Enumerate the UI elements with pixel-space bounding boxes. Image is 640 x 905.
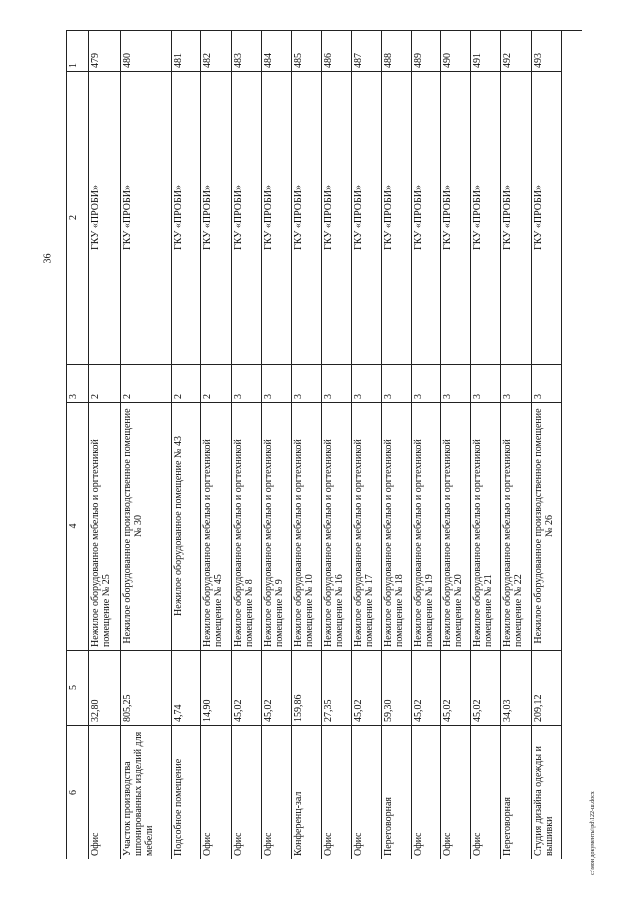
table-row xyxy=(412,31,441,859)
organization-cell: ГКУ «ПРОБИ» xyxy=(323,185,334,250)
class-cell: 3 xyxy=(353,394,364,399)
purpose-cell: Офис xyxy=(442,832,453,856)
organization-cell: ГКУ «ПРОБИ» xyxy=(90,185,101,250)
class-cell: 3 xyxy=(502,394,513,399)
header-col-1: 1 xyxy=(68,63,79,68)
table-row xyxy=(121,31,172,859)
description-cell: Нежилое оборудованное мебелью и оргтехникой помещение № 18 xyxy=(383,439,405,647)
table-row xyxy=(89,31,121,859)
row-number: 492 xyxy=(502,53,513,68)
purpose-cell: Офис xyxy=(90,832,101,856)
area-cell: 59,30 xyxy=(383,699,394,722)
organization-cell: ГКУ «ПРОБИ» xyxy=(353,185,364,250)
organization-cell: ГКУ «ПРОБИ» xyxy=(122,185,133,250)
table-row xyxy=(262,31,292,859)
table-row xyxy=(501,31,532,859)
class-cell: 3 xyxy=(442,394,453,399)
table-row xyxy=(352,31,382,859)
class-cell: 3 xyxy=(323,394,334,399)
description-cell: Нежилое оборудованное производственное помещение № 26 xyxy=(533,408,555,644)
area-cell: 32,80 xyxy=(90,699,101,722)
class-cell: 3 xyxy=(233,394,244,399)
area-cell: 45,02 xyxy=(472,699,483,722)
organization-cell: ГКУ «ПРОБИ» xyxy=(502,185,513,250)
purpose-cell: Офис xyxy=(353,832,364,856)
row-number: 487 xyxy=(353,53,364,68)
organization-cell: ГКУ «ПРОБИ» xyxy=(383,185,394,250)
description-cell: Нежилое оборудованное мебелью и оргтехникой помещение № 8 xyxy=(233,439,255,647)
area-cell: 45,02 xyxy=(413,699,424,722)
class-cell: 3 xyxy=(293,394,304,399)
purpose-cell: Офис xyxy=(202,832,213,856)
organization-cell: ГКУ «ПРОБИ» xyxy=(442,185,453,250)
page-number: 36 xyxy=(42,253,54,264)
row-number: 488 xyxy=(383,53,394,68)
organization-cell: ГКУ «ПРОБИ» xyxy=(263,185,274,250)
purpose-cell: Офис xyxy=(413,832,424,856)
area-cell: 209,12 xyxy=(533,694,544,722)
header-col-5: 5 xyxy=(68,685,79,690)
description-cell: Нежилое оборудованное мебелью и оргтехникой помещение № 21 xyxy=(472,439,494,647)
purpose-cell: Участок производства шпонированных изделий для мебели xyxy=(122,731,155,856)
class-cell: 2 xyxy=(122,394,133,399)
organization-cell: ГКУ «ПРОБИ» xyxy=(472,185,483,250)
organization-cell: ГКУ «ПРОБИ» xyxy=(293,185,304,250)
document-table xyxy=(66,30,582,859)
description-cell: Нежилое оборудованное мебелью и оргтехникой помещение № 45 xyxy=(202,439,224,647)
row-number: 481 xyxy=(173,53,184,68)
area-cell: 45,02 xyxy=(233,699,244,722)
row-number: 491 xyxy=(472,53,483,68)
table-row xyxy=(532,31,562,859)
organization-cell: ГКУ «ПРОБИ» xyxy=(202,185,213,250)
purpose-cell: Офис xyxy=(263,832,274,856)
description-cell: Нежилое оборудованное производственное помещение № 30 xyxy=(122,408,144,644)
header-col-4: 4 xyxy=(68,523,79,529)
row-number: 480 xyxy=(122,53,133,68)
area-cell: 45,02 xyxy=(353,699,364,722)
header-col-6: 6 xyxy=(68,790,79,795)
area-cell: 34,03 xyxy=(502,699,513,722)
organization-cell: ГКУ «ПРОБИ» xyxy=(233,185,244,250)
table-row xyxy=(232,31,262,859)
header-col-2: 2 xyxy=(68,215,79,220)
description-cell: Нежилое оборудованное мебелью и оргтехникой помещение № 10 xyxy=(293,439,315,647)
area-cell: 45,02 xyxy=(263,699,274,722)
table-header-row xyxy=(67,31,89,859)
area-cell: 27,35 xyxy=(323,699,334,722)
description-cell: Нежилое оборудованное мебелью и оргтехникой помещение № 17 xyxy=(353,439,375,647)
purpose-cell: Офис xyxy=(233,832,244,856)
table-row xyxy=(471,31,501,859)
description-cell: Нежилое оборудованное мебелью и оргтехникой помещение № 20 xyxy=(442,439,464,647)
table-row xyxy=(201,31,232,859)
description-cell: Нежилое оборудованное мебелью и оргтехникой помещение № 25 xyxy=(90,439,112,647)
row-number: 489 xyxy=(413,53,424,68)
row-number: 485 xyxy=(293,53,304,68)
purpose-cell: Переговорная xyxy=(383,797,394,856)
document-footer-path: c:\мои документы\рd\122-ш.docx xyxy=(590,791,596,875)
description-cell: Нежилое оборудованное мебелью и оргтехникой помещение № 9 xyxy=(263,439,285,647)
description-cell: Нежилое оборудованное мебелью и оргтехникой помещение № 16 xyxy=(323,439,345,647)
area-cell: 805,25 xyxy=(122,694,133,722)
row-number: 493 xyxy=(533,53,544,68)
row-number: 486 xyxy=(323,53,334,68)
row-number: 482 xyxy=(202,53,213,68)
row-number: 479 xyxy=(90,53,101,68)
header-col-3: 3 xyxy=(68,394,79,399)
row-number: 484 xyxy=(263,53,274,68)
area-cell: 4,74 xyxy=(173,704,184,722)
organization-cell: ГКУ «ПРОБИ» xyxy=(413,185,424,250)
purpose-cell: Офис xyxy=(472,832,483,856)
class-cell: 3 xyxy=(413,394,424,399)
class-cell: 2 xyxy=(202,394,213,399)
description-cell: Нежилое оборудованное мебелью и оргтехникой помещение № 22 xyxy=(502,439,524,647)
table-row xyxy=(441,31,471,859)
purpose-cell: Офис xyxy=(323,832,334,856)
table-row xyxy=(172,31,201,859)
purpose-cell: Переговорная xyxy=(502,797,513,856)
purpose-cell: Студия дизайна одежды и вышивки xyxy=(533,746,555,856)
table-row xyxy=(292,31,322,859)
area-cell: 159,86 xyxy=(293,694,304,722)
row-number: 490 xyxy=(442,53,453,68)
description-cell: Нежилое оборудованное мебелью и оргтехникой помещение № 19 xyxy=(413,439,435,647)
class-cell: 3 xyxy=(263,394,274,399)
description-cell: Нежилое оборудованное помещение № 43 xyxy=(173,436,184,616)
class-cell: 2 xyxy=(90,394,101,399)
table-row xyxy=(382,31,412,859)
organization-cell: ГКУ «ПРОБИ» xyxy=(173,185,184,250)
class-cell: 3 xyxy=(383,394,394,399)
purpose-cell: Подсобное помещение xyxy=(173,758,184,856)
class-cell: 2 xyxy=(173,394,184,399)
table-row xyxy=(322,31,352,859)
area-cell: 45,02 xyxy=(442,699,453,722)
purpose-cell: Конференц-зал xyxy=(293,791,304,856)
row-number: 483 xyxy=(233,53,244,68)
area-cell: 14,90 xyxy=(202,699,213,722)
class-cell: 3 xyxy=(472,394,483,399)
class-cell: 3 xyxy=(533,394,544,399)
organization-cell: ГКУ «ПРОБИ» xyxy=(533,185,544,250)
